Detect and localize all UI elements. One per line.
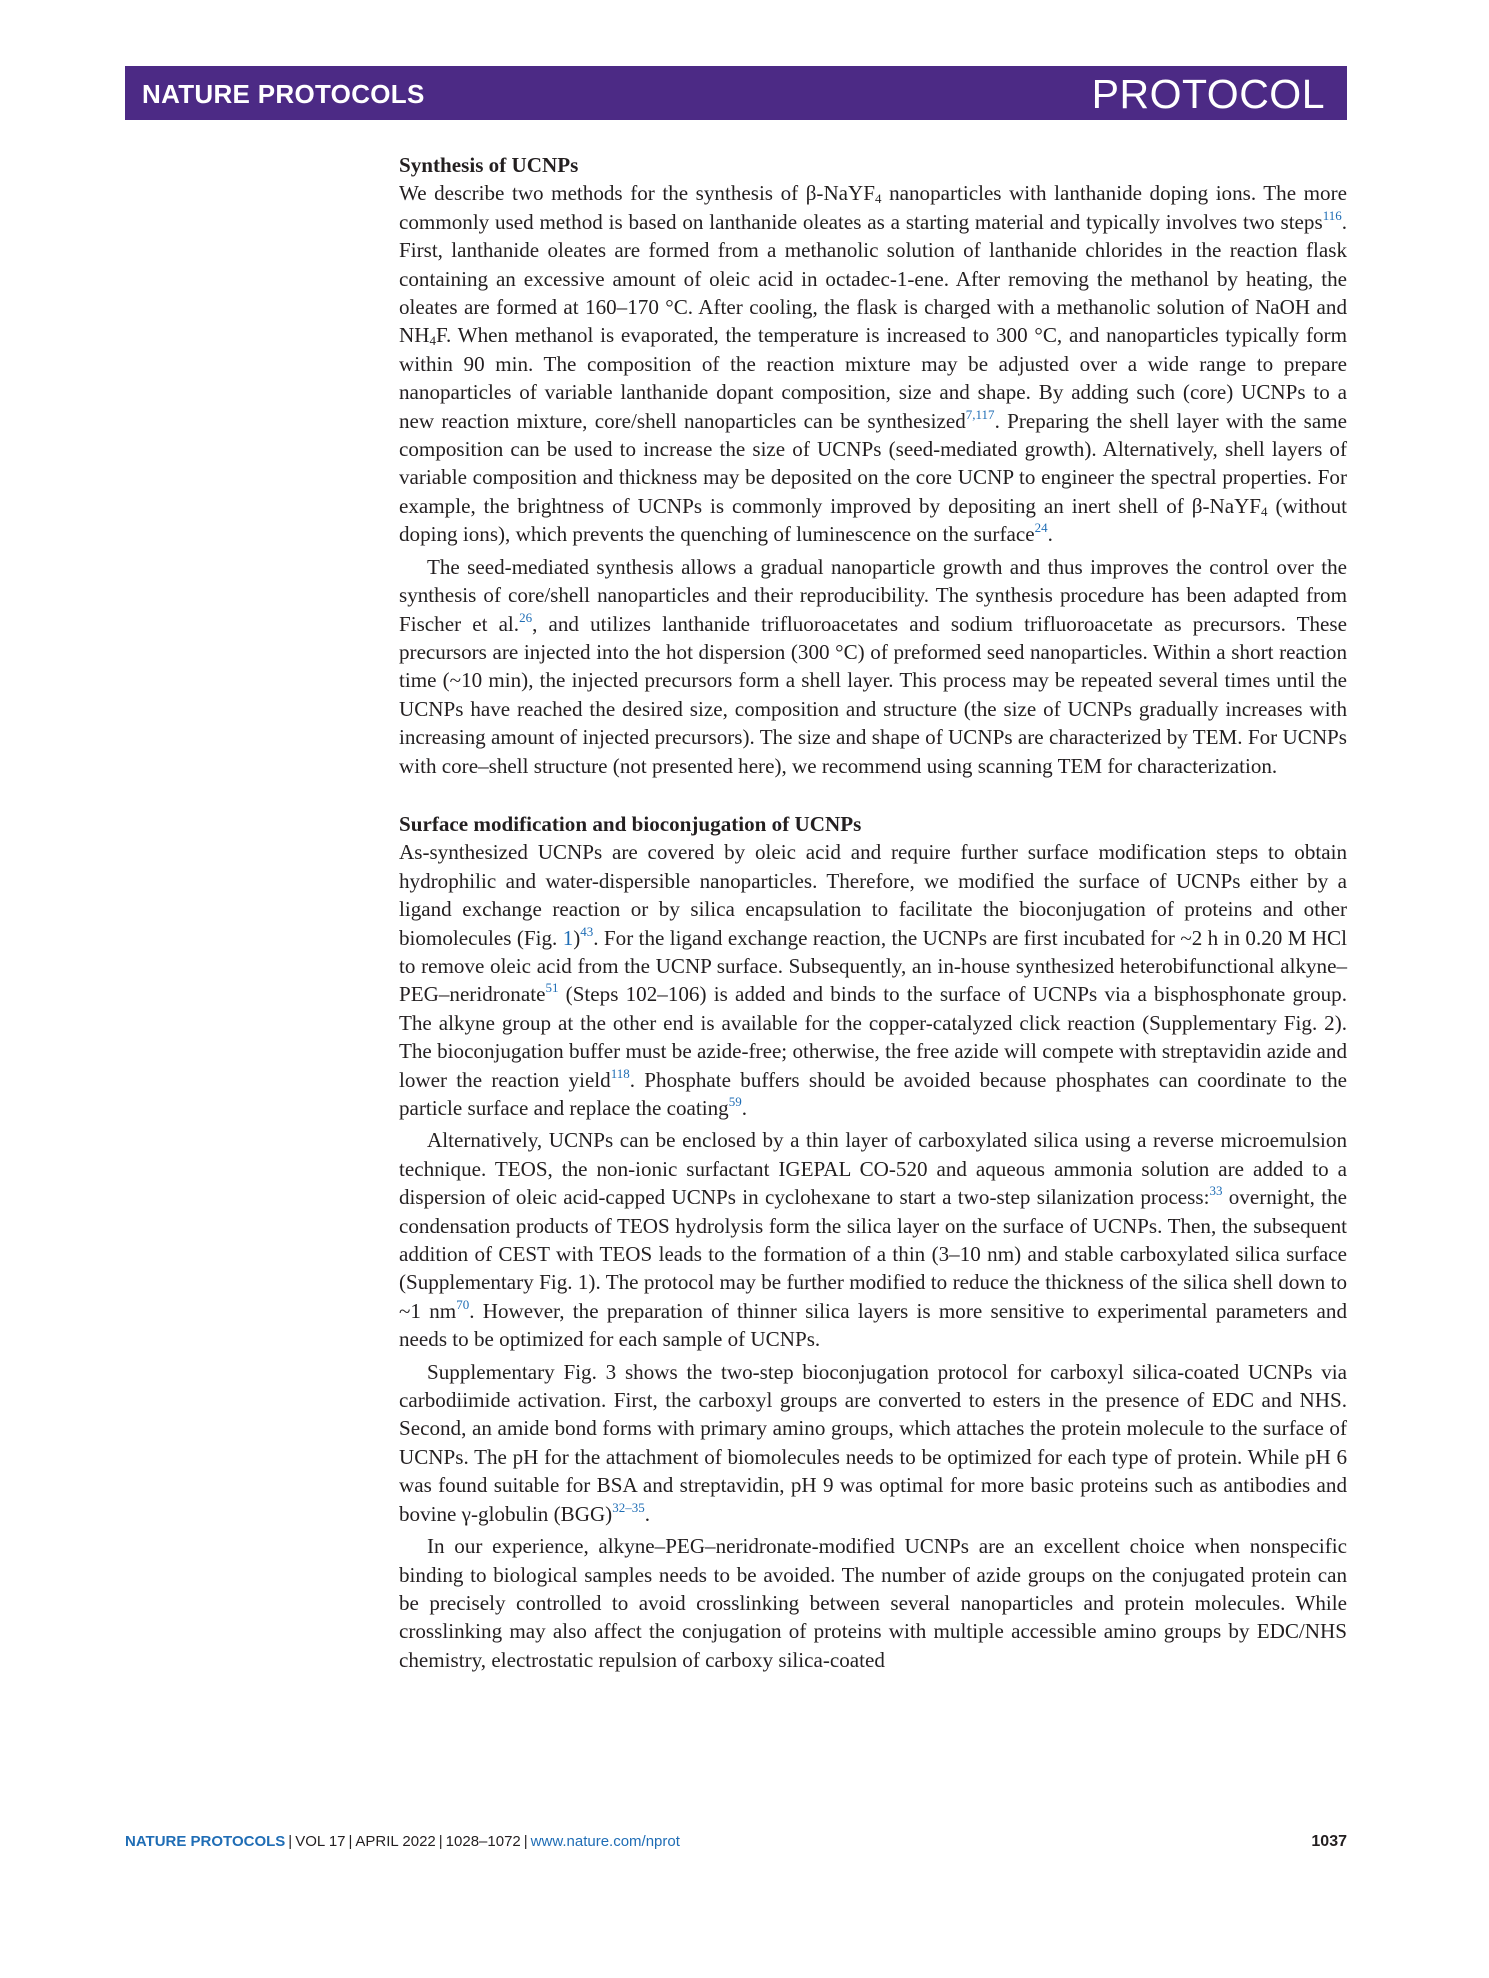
- footer-volume: VOL 17: [295, 1833, 346, 1850]
- figure-link[interactable]: 1: [562, 925, 574, 950]
- citation-ref[interactable]: 32–35: [612, 1499, 645, 1515]
- paragraph-surface-4: In our experience, alkyne–PEG–neridronate-modified UCNPs are an excellent choice when nonspecific binding to biological samples needs to be avoided. The number of azide groups on the conjugated protein can be precisely controlled to avoid crosslinking between several nanoparticles and protein molecules. While crosslinking may also affect the conjugation of proteins with multiple accessible amino groups by EDC/NHS chemistry, electrostatic repulsion of carboxy silica-coated: [399, 1534, 1347, 1672]
- article-type: PROTOCOL: [1091, 71, 1325, 117]
- citation-ref[interactable]: 59: [728, 1094, 742, 1109]
- section-heading-surface: Surface modification and bioconjugation of UCNPs: [399, 811, 862, 836]
- paragraph-surface-2: Alternatively, UCNPs can be enclosed by a thin layer of carboxylated silica using a reverse microemulsion technique. TEOS, the non-ionic surfactant IGEPAL CO-520 and aqueous ammonia solution are added to a dispersion of oleic acid-capped UCNPs in cyclohexane to start a two-step silanization process:$^{33}$ overnight, the condensation products of TEOS hydrolysis form the silica layer on the surface of UCNPs. Then, the subsequent addition of CEST with TEOS leads to the formation of a thin (3–10 nm) and stable carboxylated silica surface (Supplementary Fig. 1). The protocol may be further modified to reduce the thickness of the silica shell down to ~1 nm$^{70}$. However, the preparation of thinner silica layers is more sensitive to experimental parameters and needs to be optimized for each sample of UCNPs.: [399, 1128, 1347, 1352]
- paragraph-surface-3: Supplementary Fig. 3 shows the two-step bioconjugation protocol for carboxyl silica-coated UCNPs via carbodiimide activation. First, the carboxyl groups are converted to esters in the presence of EDC and NHS. Second, an amide bond forms with primary amino groups, which attaches the protein molecule to the surface of UCNPs. The pH for the attachment of biomolecules needs to be optimized for each type of protein. While pH 6 was found suitable for BSA and streptavidin, pH 9 was optimal for more basic proteins such as antibodies and bovine γ-globulin (BGG)$^{32-35}$.: [399, 1359, 1347, 1526]
- paragraph-synthesis-1: We describe two methods for the synthesis of β-NaYF$_4$ nanoparticles with lanthanide doping ions. The more commonly used method is based on lanthanide oleates as a starting material and typically involves two steps$^{116}$. First, lanthanide oleates are formed from a methanolic solution of lanthanide chlorides in the reaction flask containing an excessive amount of oleic acid in octadec-1-ene. After removing the methanol by heating, the oleates are formed at 160–170 °C. After cooling, the flask is charged with a methanolic solution of NaOH and $NH_4F$. When methanol is evaporated, the temperature is increased to 300 °C, and nanoparticles typically form within 90 min. The composition of the reaction mixture may be adjusted over a wide range to prepare nanoparticles of variable lanthanide dopant composition, size and shape. By adding such (core) UCNPs to a new reaction mixture, core/shell nanoparticles can be synthesized$^{7,117}$. Preparing the shell layer with the same composition can be used to increase the size of UCNPs (seed-mediated growth). Alternatively, shell layers of variable composition and thickness may be deposited on the core UCNP to engineer the spectral properties. For example, the brightness of UCNPs is commonly improved by depositing an inert shell of β-NaYF$_4$ (without doping ions), which prevents the quenching of luminescence on the surface$^{24}$.: [399, 181, 1347, 547]
- section-heading-synthesis: Synthesis of UCNPs: [399, 153, 579, 177]
- paragraph-synthesis-2: The seed-mediated synthesis allows a gradual nanoparticle growth and thus improves the control over the synthesis of core/shell nanoparticles and their reproducibility. The synthesis procedure has been adapted from Fischer et al.$^{26}$, and utilizes lanthanide trifluoroacetates and sodium trifluoroacetate as precursors. These precursors are injected into the hot dispersion (300 °C) of preformed seed nanoparticles. Within a short reaction time (~10 min), the injected precursors form a shell layer. This process may be repeated several times until the UCNPs have reached the desired size, composition and structure (the size of UCNPs gradually increases with increasing amount of injected precursors). The size and shape of UCNPs are characterized by TEM. For UCNPs with core–shell structure (not presented here), we recommend using scanning TEM for characterization.: [399, 554, 1347, 778]
- citation-ref[interactable]: 26: [519, 609, 533, 625]
- citation-ref[interactable]: 116: [1322, 207, 1342, 223]
- footer-separator: |: [523, 1833, 528, 1850]
- footer-separator: |: [288, 1833, 293, 1850]
- main-content: [399, 151, 1347, 1674]
- citation-ref[interactable]: 43: [580, 923, 594, 939]
- citation-ref[interactable]: 51: [545, 980, 559, 996]
- citation-ref[interactable]: 24: [1034, 520, 1048, 536]
- footer-separator: |: [348, 1833, 353, 1850]
- citation-ref[interactable]: 70: [456, 1296, 470, 1312]
- paragraph-surface-1: As-synthesized UCNPs are covered by oleic acid and require further surface modification steps to obtain hydrophilic and water-dispersible nanoparticles. Therefore, we modified the surface of UCNPs either by a ligand exchange reaction or by silica encapsulation to facilitate the bioconjugation of proteins and other biomolecules (Fig. 1)$^{43}$. For the ligand exchange reaction, the UCNPs are first incubated for ~2 h in 0.20 M HCl to remove oleic acid from the UCNP surface. Subsequently, an in-house synthesized heterobifunctional alkyne–PEG–neridronate$^{51}$ (Steps 102–106) is added and binds to the surface of UCNPs via a bisphosphonate group. The alkyne group at the other end is available for the copper-catalyzed click reaction (Supplementary Fig. 2). The bioconjugation buffer must be azide-free; otherwise, the free azide will compete with streptavidin azide and lower the reaction yield$^{118}$. Phosphate buffers should be avoided because phosphates can coordinate to the particle surface and replace the coating$^{59}$.: [399, 840, 1347, 1120]
- citation-ref[interactable]: 118: [610, 1065, 630, 1081]
- footer-separator: |: [438, 1833, 443, 1850]
- footer-pages: 1028–1072: [445, 1833, 521, 1850]
- page-footer: [125, 1833, 1347, 1850]
- footer-journal: NATURE PROTOCOLS: [125, 1833, 286, 1850]
- journal-name: NATURE PROTOCOLS: [142, 79, 425, 109]
- header-bar: [125, 66, 1347, 120]
- page-number: 1037: [1311, 1833, 1347, 1850]
- citation-ref[interactable]: 33: [1209, 1183, 1223, 1199]
- footer-url-link[interactable]: www.nature.com/nprot: [530, 1833, 680, 1850]
- citation-ref[interactable]: 7,117: [965, 406, 995, 422]
- footer-date: APRIL 2022: [355, 1833, 436, 1850]
